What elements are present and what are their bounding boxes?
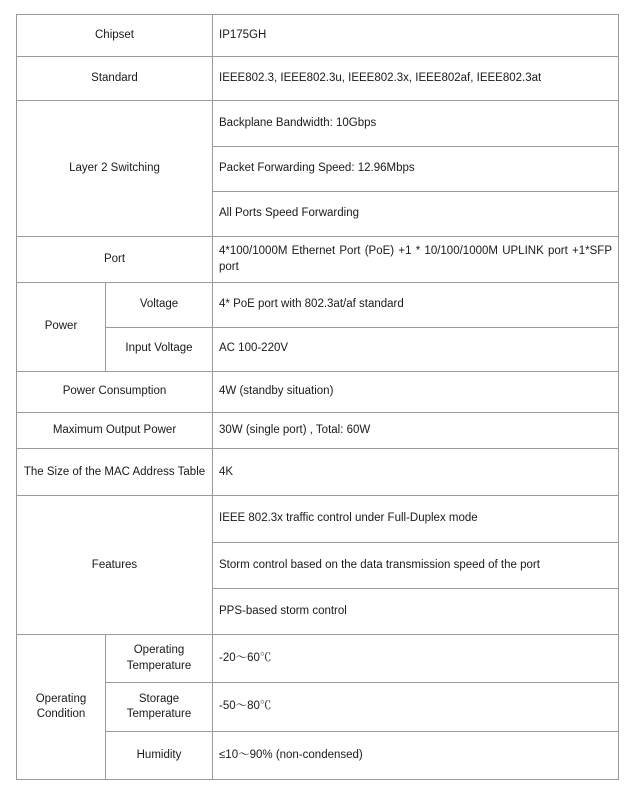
table-row — [17, 237, 619, 283]
row-label-maximum-output-power: Maximum Output Power — [17, 413, 213, 449]
row-value-storage-temperature: -50～80℃ — [213, 683, 619, 731]
row-label-power-consumption: Power Consumption — [17, 371, 213, 412]
row-label-layer-2-switching: Layer 2 Switching — [17, 101, 213, 237]
row-value-feature-traffic-control: IEEE 802.3x traffic control under Full-Duplex mode — [213, 496, 619, 542]
row-value-all-ports-speed-forwarding: All Ports Speed Forwarding — [213, 191, 619, 236]
row-value-mac-address-table-size: 4K — [213, 449, 619, 496]
row-value-chipset: IP175GH — [213, 15, 619, 57]
row-sublabel-humidity: Humidity — [106, 731, 213, 779]
row-value-maximum-output-power: 30W (single port) , Total: 60W — [213, 413, 619, 449]
table-row — [17, 371, 619, 412]
row-value-operating-temperature: -20～60℃ — [213, 635, 619, 683]
row-value-feature-pps-storm-control: PPS-based storm control — [213, 588, 619, 634]
row-sublabel-input-voltage: Input Voltage — [106, 327, 213, 371]
specification-table — [16, 14, 619, 780]
table-row — [17, 635, 619, 683]
table-row — [17, 327, 619, 371]
row-sublabel-storage-temperature: Storage Temperature — [106, 683, 213, 731]
row-value-feature-storm-control-speed: Storm control based on the data transmission speed of the port — [213, 542, 619, 588]
row-label-standard: Standard — [17, 57, 213, 101]
row-value-input-voltage: AC 100-220V — [213, 327, 619, 371]
row-value-backplane-bandwidth: Backplane Bandwidth: 10Gbps — [213, 101, 619, 146]
row-sublabel-operating-temperature: Operating Temperature — [106, 635, 213, 683]
row-label-chipset: Chipset — [17, 15, 213, 57]
row-value-port: 4*100/1000M Ethernet Port (PoE) +1 * 10/100/1000M UPLINK port +1*SFP port — [213, 237, 619, 283]
table-row — [17, 57, 619, 101]
table-row — [17, 683, 619, 731]
specification-sheet — [16, 14, 618, 780]
row-value-voltage: 4* PoE port with 802.3at/af standard — [213, 283, 619, 327]
row-label-power: Power — [17, 283, 106, 371]
table-row — [17, 413, 619, 449]
row-label-features: Features — [17, 496, 213, 635]
table-row — [17, 15, 619, 57]
row-value-power-consumption: 4W (standby situation) — [213, 371, 619, 412]
row-value-humidity: ≤10～90% (non-condensed) — [213, 731, 619, 779]
row-sublabel-voltage: Voltage — [106, 283, 213, 327]
row-label-port: Port — [17, 237, 213, 283]
table-row — [17, 283, 619, 327]
row-value-packet-forwarding-speed: Packet Forwarding Speed: 12.96Mbps — [213, 146, 619, 191]
row-value-standard: IEEE802.3, IEEE802.3u, IEEE802.3x, IEEE802af, IEEE802.3at — [213, 57, 619, 101]
table-row — [17, 101, 619, 146]
row-label-operating-condition: Operating Condition — [17, 635, 106, 780]
table-row — [17, 731, 619, 779]
table-row — [17, 449, 619, 496]
row-label-mac-address-table-size: The Size of the MAC Address Table — [17, 449, 213, 496]
table-row — [17, 496, 619, 542]
